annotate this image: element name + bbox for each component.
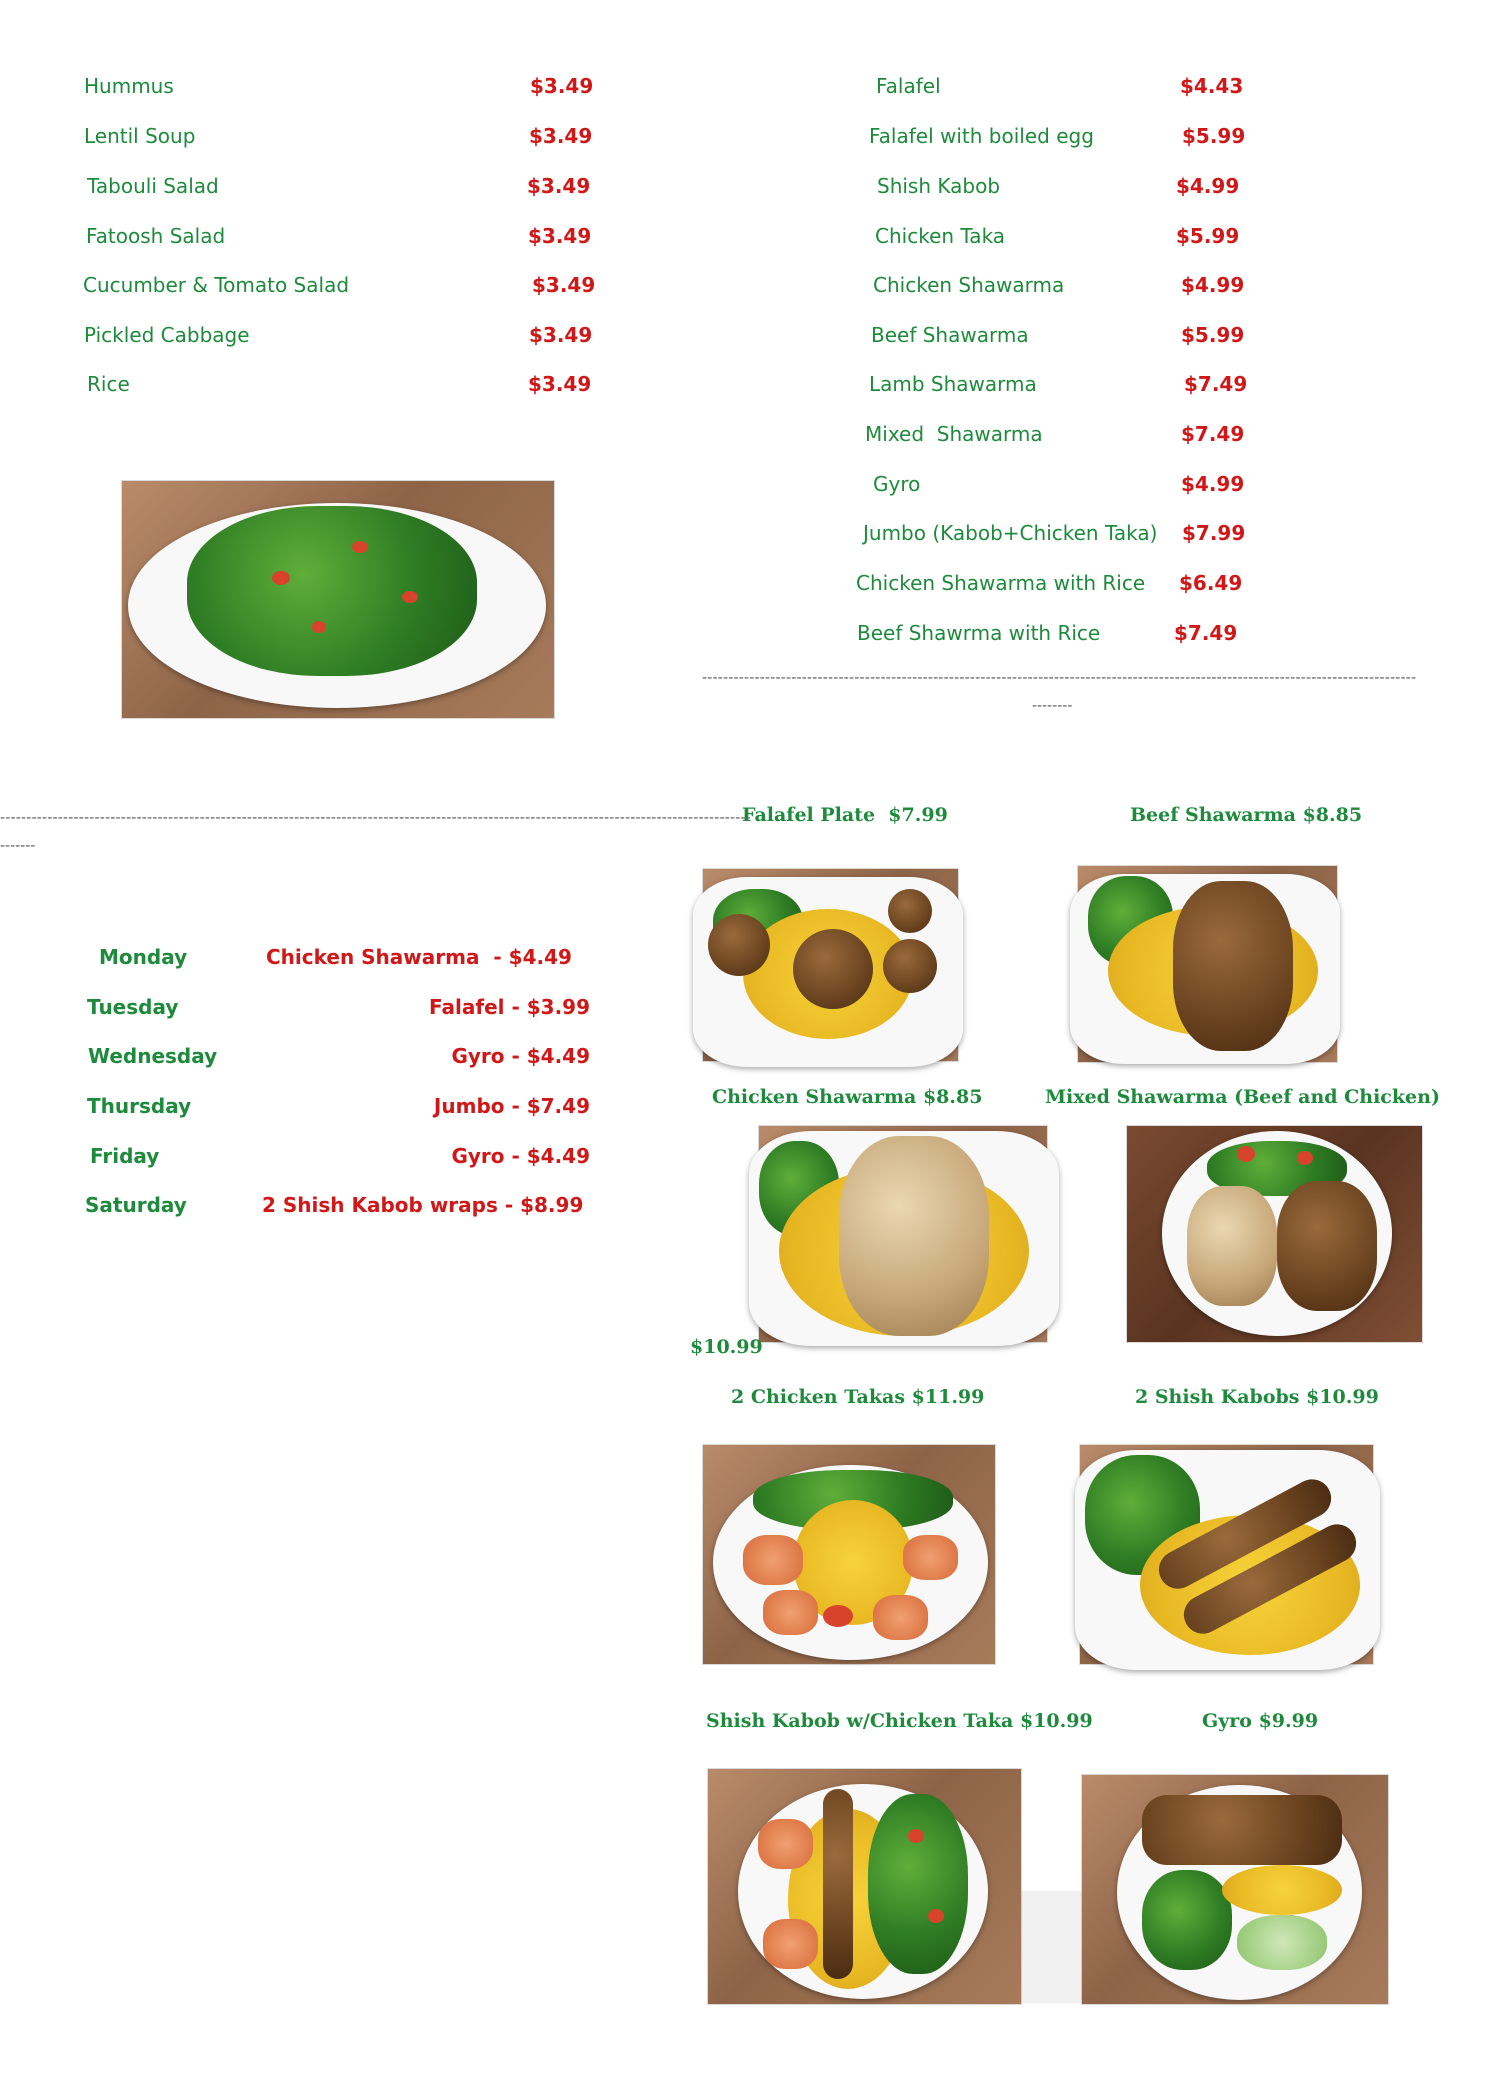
day-tuesday: Tuesday: [87, 995, 179, 1019]
sandwich-price-beef-shawrma-rice: $7.49: [1174, 621, 1238, 645]
sandwich-name-chicken-taka: Chicken Taka: [875, 224, 1006, 248]
shish-kabobs-photo: [1080, 1445, 1373, 1664]
day-saturday: Saturday: [85, 1193, 187, 1217]
sandwich-name-lamb-shawarma: Lamb Shawarma: [869, 372, 1037, 396]
plate-label-kabob-taka: Shish Kabob w/Chicken Taka $10.99: [706, 1710, 1093, 1732]
side-price-fatoosh: $3.49: [528, 224, 592, 248]
chicken-shawarma-photo: [759, 1126, 1047, 1342]
special-thursday: Jumbo - $7.49: [433, 1094, 590, 1118]
sandwich-name-falafel: Falafel: [876, 74, 941, 98]
right-separator-short: --------: [1032, 698, 1073, 714]
sandwich-name-chicken-shawarma: Chicken Shawarma: [873, 273, 1065, 297]
sandwich-price-beef-shawarma: $5.99: [1181, 323, 1245, 347]
sandwich-name-jumbo: Jumbo (Kabob+Chicken Taka): [863, 521, 1158, 545]
beef-shawarma-photo: [1078, 866, 1337, 1062]
sandwich-price-chicken-taka: $5.99: [1176, 224, 1240, 248]
side-name-fatoosh: Fatoosh Salad: [86, 224, 226, 248]
left-separator-short: -------: [0, 838, 36, 854]
side-name-pickled-cabbage: Pickled Cabbage: [84, 323, 250, 347]
kabob-taka-photo: [708, 1769, 1021, 2004]
sandwich-price-mixed-shawarma: $7.49: [1181, 422, 1245, 446]
sandwich-name-beef-shawarma: Beef Shawarma: [871, 323, 1029, 347]
mixed-shawarma-photo: [1127, 1126, 1422, 1342]
sandwich-price-falafel-egg: $5.99: [1182, 124, 1246, 148]
sandwich-price-gyro: $4.99: [1181, 472, 1245, 496]
plate-label-mixed-shawarma: Mixed Shawarma (Beef and Chicken): [1045, 1086, 1440, 1108]
right-separator-long: ----------------------------------------------------------------------------------------------------------------------------------------: [702, 670, 1417, 686]
side-price-pickled-cabbage: $3.49: [529, 323, 593, 347]
sandwich-name-chicken-shawarma-rice: Chicken Shawarma with Rice: [856, 571, 1146, 595]
day-wednesday: Wednesday: [88, 1044, 218, 1068]
side-name-rice: Rice: [87, 372, 130, 396]
sandwich-price-lamb-shawarma: $7.49: [1184, 372, 1248, 396]
special-saturday: 2 Shish Kabob wraps - $8.99: [262, 1193, 584, 1217]
side-price-rice: $3.49: [528, 372, 592, 396]
plate-label-beef-shawarma: Beef Shawarma $8.85: [1130, 804, 1363, 826]
sandwich-name-mixed-shawarma: Mixed Shawarma: [865, 422, 1043, 446]
sandwich-price-chicken-shawarma: $4.99: [1181, 273, 1245, 297]
day-friday: Friday: [90, 1144, 160, 1168]
side-name-hummus: Hummus: [84, 74, 174, 98]
tabouli-salad-photo: [122, 481, 554, 718]
day-monday: Monday: [99, 945, 188, 969]
side-price-hummus: $3.49: [530, 74, 594, 98]
gyro-photo: [1082, 1775, 1388, 2004]
sandwich-price-chicken-shawarma-rice: $6.49: [1179, 571, 1243, 595]
sandwich-name-beef-shawrma-rice: Beef Shawrma with Rice: [857, 621, 1101, 645]
side-name-lentil-soup: Lentil Soup: [84, 124, 196, 148]
special-monday: Chicken Shawarma - $4.49: [266, 945, 572, 969]
plate-label-shish-kabobs: 2 Shish Kabobs $10.99: [1135, 1386, 1379, 1408]
left-separator-long: -----------------------------------------------------------------------------------------------------------------------------------------------: [0, 810, 752, 826]
side-price-lentil-soup: $3.49: [529, 124, 593, 148]
sandwich-name-gyro: Gyro: [873, 472, 921, 496]
sandwich-name-falafel-egg: Falafel with boiled egg: [869, 124, 1094, 148]
plate-label-gyro: Gyro $9.99: [1202, 1710, 1319, 1732]
plate-label-chicken-shawarma: Chicken Shawarma $8.85: [712, 1086, 983, 1108]
sandwich-name-shish-kabob: Shish Kabob: [877, 174, 1001, 198]
sandwich-price-shish-kabob: $4.99: [1176, 174, 1240, 198]
day-thursday: Thursday: [87, 1094, 192, 1118]
sandwich-price-jumbo: $7.99: [1182, 521, 1246, 545]
sandwich-price-falafel: $4.43: [1180, 74, 1244, 98]
special-wednesday: Gyro - $4.49: [451, 1044, 590, 1068]
plate-label-chicken-takas: 2 Chicken Takas $11.99: [731, 1386, 985, 1408]
mixed-shawarma-price: $10.99: [690, 1336, 763, 1358]
side-name-cucumber-tomato: Cucumber & Tomato Salad: [83, 273, 350, 297]
side-price-tabouli: $3.49: [527, 174, 591, 198]
side-price-cucumber-tomato: $3.49: [532, 273, 596, 297]
special-tuesday: Falafel - $3.99: [429, 995, 590, 1019]
plate-label-falafel: Falafel Plate $7.99: [742, 804, 948, 826]
falafel-plate-photo: [703, 869, 958, 1061]
chicken-takas-photo: [703, 1445, 995, 1664]
special-friday: Gyro - $4.49: [451, 1144, 590, 1168]
side-name-tabouli: Tabouli Salad: [87, 174, 219, 198]
